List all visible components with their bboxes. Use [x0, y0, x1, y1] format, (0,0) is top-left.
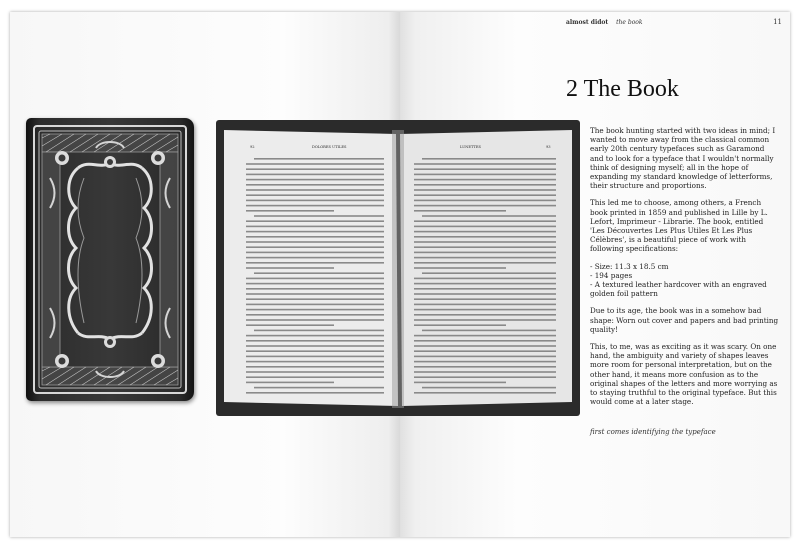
photo-text-line: [414, 324, 506, 326]
photo-text-line: [246, 246, 384, 248]
photo-text-line: [414, 371, 556, 373]
photo-text-line: [246, 189, 384, 191]
spec-list: [590, 262, 780, 299]
photo-text-line: [246, 392, 384, 394]
photo-text-line: [414, 163, 556, 165]
open-book-illustration: [216, 120, 580, 416]
photo-text-line: [414, 236, 556, 238]
photo-text-line: [414, 231, 556, 233]
photo-text-line: [422, 158, 556, 160]
photo-text-line: [414, 267, 506, 269]
photo-text-line: [246, 163, 384, 165]
spec-item: - 194 pages: [590, 270, 633, 280]
photo-left-page-number: 92: [250, 145, 255, 149]
photo-text-line: [414, 345, 556, 347]
photo-text-line: [246, 226, 384, 228]
photo-text-line: [422, 272, 556, 274]
photo-text-line: [246, 382, 334, 384]
book-cover-photo: [26, 118, 194, 401]
photo-text-line: [422, 387, 556, 389]
header-author: almost didot: [566, 19, 609, 26]
photo-text-line: [254, 158, 384, 160]
photo-text-line: [414, 257, 556, 259]
photo-text-line: [414, 366, 556, 368]
photo-text-line: [414, 226, 556, 228]
photo-text-line: [246, 376, 384, 378]
photo-text-line: [414, 246, 556, 248]
spec-item: - Size: 11.3 x 18.5 cm: [590, 261, 669, 271]
photo-text-line: [246, 288, 384, 290]
photo-text-line: [414, 194, 556, 196]
photo-text-line: [414, 262, 556, 264]
photo-text-line: [414, 356, 556, 358]
photo-text-line: [246, 241, 384, 243]
photo-text-line: [414, 168, 556, 170]
photo-text-line: [246, 200, 384, 202]
photo-text-line: [414, 376, 556, 378]
photo-text-line: [246, 298, 384, 300]
photo-text-line: [414, 283, 556, 285]
photo-text-line: [246, 293, 384, 295]
photo-text-line: [414, 210, 506, 212]
photo-text-line: [422, 215, 556, 217]
photo-text-line: [414, 309, 556, 311]
photo-text-line: [246, 262, 384, 264]
photo-text-line: [246, 361, 384, 363]
photo-text-line: [246, 304, 384, 306]
photo-text-line: [246, 278, 384, 280]
open-book-photo: [216, 120, 580, 416]
photo-right-running-head: LUNETTES: [460, 145, 481, 149]
photo-text-line: [246, 174, 384, 176]
spec-item: - A textured leather hardcover with an engraved golden foil pattern: [590, 280, 767, 299]
photo-text-line: [246, 236, 384, 238]
photo-text-line: [246, 205, 384, 207]
photo-text-line: [254, 330, 384, 332]
photo-text-line: [414, 189, 556, 191]
photo-text-line: [254, 387, 384, 389]
photo-text-line: [246, 309, 384, 311]
chapter-title: 2 The Book: [566, 76, 679, 102]
body-paragraph: This led me to choose, among others, a French book printed in 1859 and published in Lille by L. Lefort, Imprimeur - Librarie. The book, entitled 'Les Découvertes Les Plus Utiles Et Les Plus Célèbres', is a beautiful piece of work with following specifications:: [590, 198, 768, 254]
photo-text-line: [254, 215, 384, 217]
photo-text-line: [414, 278, 556, 280]
photo-text-line: [414, 179, 556, 181]
photo-text-line: [246, 283, 384, 285]
photo-text-line: [414, 293, 556, 295]
photo-text-line: [422, 330, 556, 332]
photo-text-line: [414, 288, 556, 290]
photo-text-line: [414, 205, 556, 207]
photo-text-line: [246, 257, 384, 259]
photo-text-line: [246, 194, 384, 196]
photo-text-line: [414, 252, 556, 254]
photo-text-line: [414, 340, 556, 342]
photo-text-line: [246, 335, 384, 337]
photo-text-line: [246, 350, 384, 352]
photo-text-line: [414, 392, 556, 394]
running-header: [566, 19, 643, 26]
photo-text-line: [246, 184, 384, 186]
photo-text-line: [246, 324, 334, 326]
body-paragraph: The book hunting started with two ideas in mind; I wanted to move away from the classical common early 20th century typefaces such as Garamond and to look for a typeface that I wouldn't normally think of designing myself; all in the hope of expanding my standard knowledge of letterforms, their structure and proportions.: [590, 126, 776, 191]
photo-text-line: [414, 382, 506, 384]
photo-text-line: [246, 210, 334, 212]
photo-text-line: [246, 267, 334, 269]
photo-text-line: [246, 366, 384, 368]
photo-text-line: [246, 314, 384, 316]
photo-text-line: [414, 350, 556, 352]
cover-ornament: [26, 118, 194, 401]
photo-text-line: [414, 220, 556, 222]
photo-text-line: [414, 335, 556, 337]
photo-text-line: [254, 272, 384, 274]
body-paragraph: This, to me, was as exciting as it was scary. On one hand, the ambiguity and variety of shapes leaves more room for personal interpretation, but on the other hand, it means more confusion as to the original shapes of the letters and more worrying as to staying truthful to the original typeface. But this would come at a later stage.: [590, 342, 778, 407]
body-paragraph: Due to its age, the book was in a somehow bad shape: Worn out cover and papers and bad printing quality!: [590, 306, 779, 334]
photo-text-line: [246, 252, 384, 254]
photo-text-line: [414, 200, 556, 202]
photo-text-line: [246, 340, 384, 342]
photo-text-line: [414, 304, 556, 306]
photo-text-line: [414, 241, 556, 243]
photo-text-line: [246, 319, 384, 321]
article-body: [590, 126, 780, 414]
photo-text-line: [414, 174, 556, 176]
photo-text-line: [414, 314, 556, 316]
photo-text-line: [246, 220, 384, 222]
photo-text-line: [246, 371, 384, 373]
photo-text-line: [414, 361, 556, 363]
photo-text-line: [246, 231, 384, 233]
page-number: 11: [773, 18, 782, 26]
photo-text-line: [414, 298, 556, 300]
photo-right-page-number: 93: [546, 145, 551, 149]
photo-text-line: [414, 184, 556, 186]
photo-text-line: [414, 319, 556, 321]
photo-text-line: [246, 168, 384, 170]
photo-text-line: [246, 356, 384, 358]
figure-caption: first comes identifying the typeface: [590, 428, 716, 436]
photo-text-line: [246, 179, 384, 181]
photo-left-running-head: DOLORES UTILES: [312, 145, 347, 149]
photo-text-line: [246, 345, 384, 347]
header-section: the book: [616, 19, 643, 26]
